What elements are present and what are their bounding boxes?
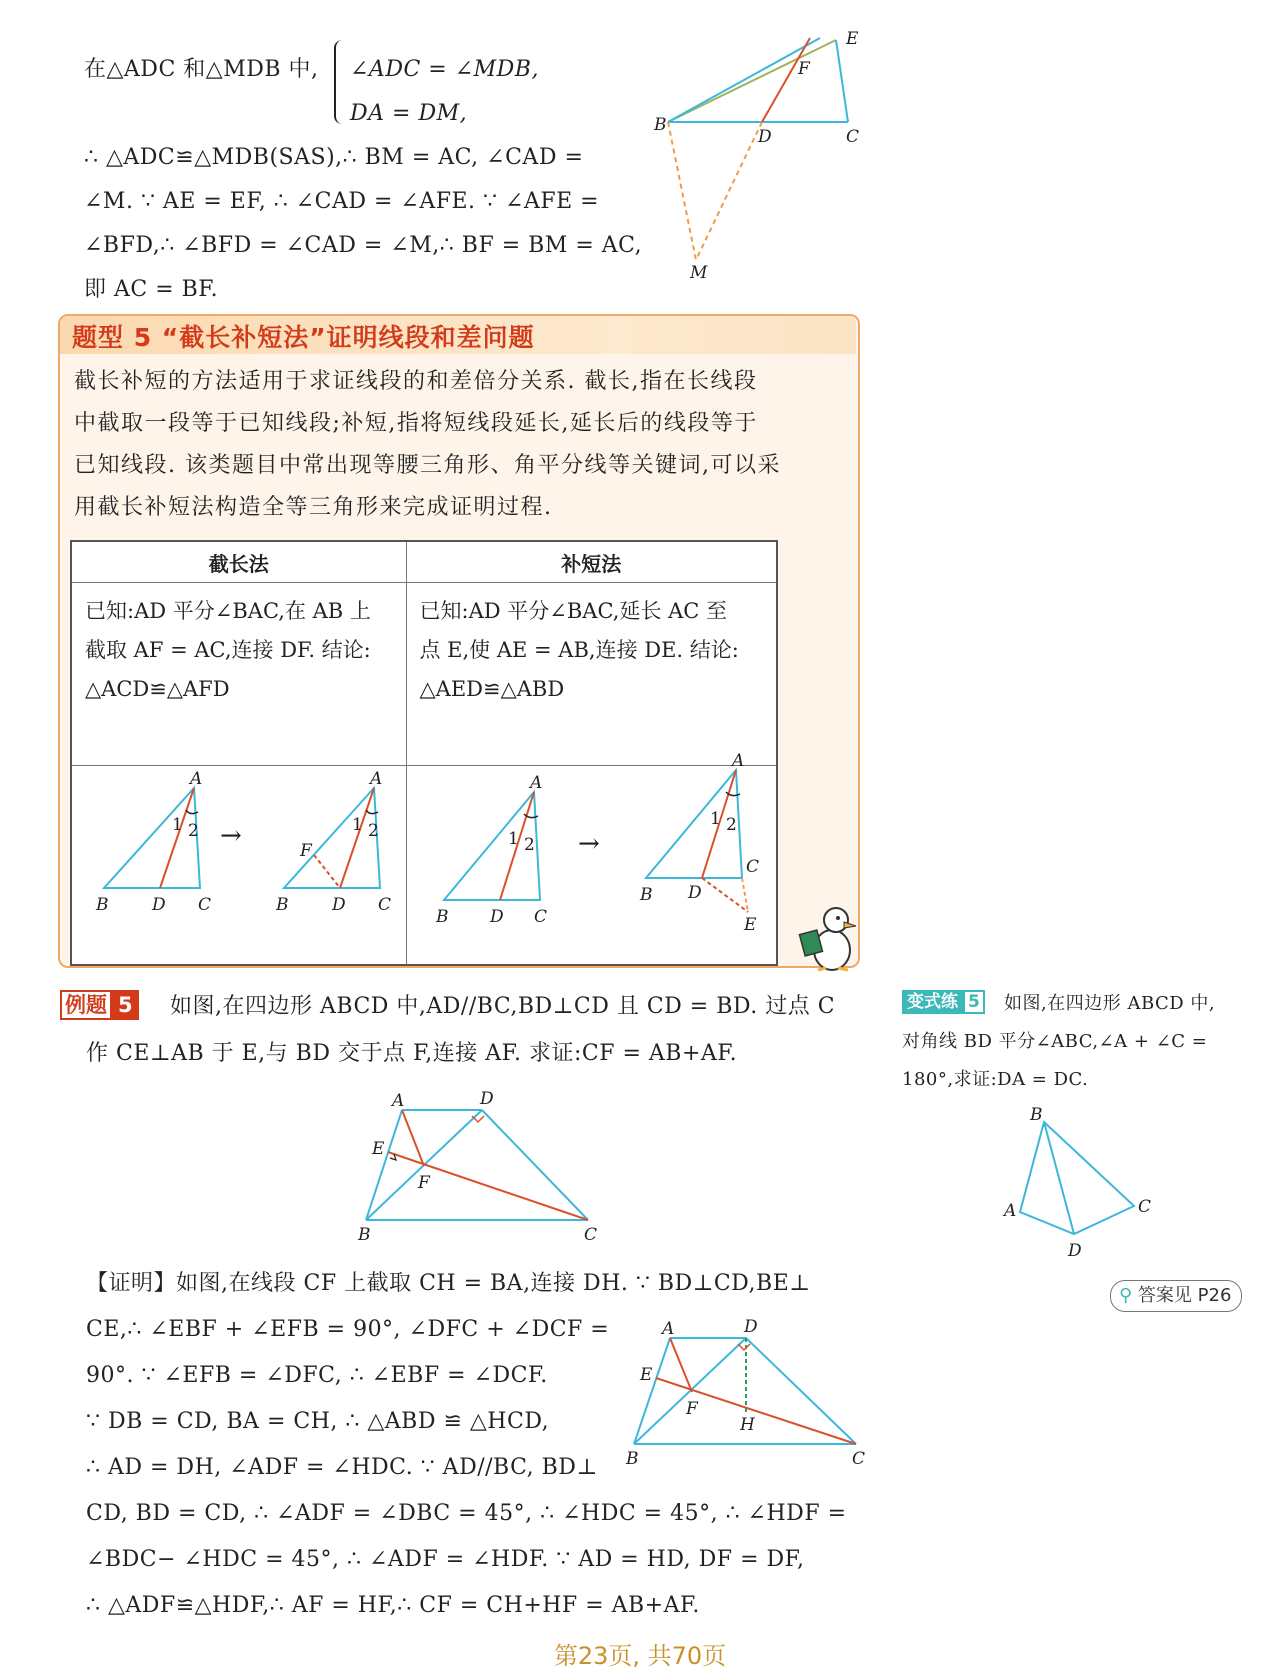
- page-footer: 第23页, 共70页: [553, 1642, 727, 1670]
- ext1-B: B: [436, 907, 449, 927]
- label-M: M: [690, 263, 708, 283]
- answer-reference[interactable]: [1110, 1280, 1242, 1312]
- proof-line-8: ∴ △ADF≌△HDF,∴ AF = HF,∴ CF = CH+HF = AB+AF.: [86, 1593, 700, 1618]
- key-icon: ⚲: [1119, 1285, 1133, 1306]
- variant-line-3: 180°,求证:DA = DC.: [902, 1069, 1089, 1090]
- ext2-E: E: [744, 915, 757, 935]
- ext2-D: D: [688, 883, 702, 903]
- example-tag-num: 5: [112, 990, 139, 1020]
- proof-line-2: CE,∴ ∠EBF + ∠EFB = 90°, ∠DFC + ∠DCF =: [86, 1317, 610, 1342]
- top-proof-line-6: 即 AC = BF.: [84, 277, 219, 302]
- variant-tag: [902, 990, 985, 1014]
- extend-fig-after: [639, 751, 759, 935]
- cut-text-3: △ACD≌△AFD: [85, 677, 230, 701]
- ext2-B: B: [640, 885, 653, 905]
- var-D: D: [1068, 1241, 1082, 1261]
- section-title: 题型 5 “截长补短法”证明线段和差问题: [72, 323, 535, 352]
- ext1-D: D: [490, 907, 504, 927]
- col-header-extend: 补短法: [406, 541, 777, 583]
- top-proof-line-4: ∠M. ∵ AE = EF, ∴ ∠CAD = ∠AFE. ∵ ∠AFE =: [84, 189, 600, 214]
- ext2-C: C: [746, 857, 760, 877]
- cut2-F: F: [300, 841, 312, 861]
- variant-line-1: 如图,在四边形 ABCD 中,: [1004, 993, 1216, 1014]
- pf-H: H: [740, 1415, 755, 1435]
- pf-F: F: [686, 1399, 698, 1419]
- proof-line-1: 【证明】如图,在线段 CF 上截取 CH = BA,连接 DH. ∵ BD⊥CD,BE⊥: [86, 1271, 811, 1296]
- cut-fig-after: [275, 769, 391, 915]
- pf-A: A: [662, 1319, 675, 1339]
- var-C: C: [1138, 1197, 1152, 1217]
- cell-extend-text: [406, 583, 777, 766]
- extend-fig-before: [435, 773, 547, 927]
- pf-E: E: [640, 1365, 653, 1385]
- cut1-1: 1: [172, 815, 183, 835]
- label-C: C: [846, 127, 860, 147]
- example-tag-word: 例题: [60, 990, 112, 1020]
- ext1-C: C: [534, 907, 548, 927]
- cut-arrow: →: [220, 821, 242, 851]
- cut2-1: 1: [352, 815, 363, 835]
- intro-line-1: 截长补短的方法适用于求证线段的和差倍分关系. 截长,指在长线段: [74, 369, 758, 394]
- cut1-2: 2: [188, 821, 199, 841]
- top-proof-cond-1: ∠ADC = ∠MDB,: [350, 57, 539, 82]
- proof-line-7: ∠BDC− ∠HDC = 45°, ∴ ∠ADF = ∠HDF. ∵ AD = HD, DF = DF,: [86, 1547, 805, 1572]
- seg-dm: [696, 122, 762, 260]
- cut1-C: C: [198, 895, 212, 915]
- pf-C: C: [852, 1449, 866, 1469]
- cut-method-figures: [90, 770, 410, 920]
- extend-text-1: 已知:AD 平分∠BAC,延长 AC 至: [419, 599, 728, 623]
- seg-ec: [836, 40, 848, 122]
- proof-line-4: ∵ DB = CD, BA = CH, ∴ △ABD ≌ △HCD,: [86, 1409, 550, 1434]
- variant-tag-num: 5: [963, 990, 985, 1014]
- cut2-B: B: [276, 895, 289, 915]
- intro-line-3: 已知线段. 该类题目中常出现等腰三角形、角平分线等关键词,可以采: [74, 453, 781, 478]
- extend-arrow: →: [578, 829, 600, 859]
- cut1-A: A: [190, 769, 203, 789]
- cut-text-2: 截取 AF = AC,连接 DF. 结论:: [85, 638, 371, 662]
- variant-figure: [996, 1104, 1166, 1264]
- seg-b-top: [668, 38, 820, 122]
- proof-figure: [622, 1317, 866, 1469]
- proof-line-5: ∴ AD = DH, ∠ADF = ∠HDC. ∵ AD//BC, BD⊥: [86, 1455, 598, 1480]
- top-proof-line-3: ∴ △ADC≌△MDB(SAS),∴ BM = AC, ∠CAD =: [84, 145, 584, 170]
- ext2-2: 2: [726, 815, 737, 835]
- intro-line-4: 用截长补短法构造全等三角形来完成证明过程.: [74, 495, 553, 520]
- ext1-2: 2: [524, 835, 535, 855]
- var-B: B: [1030, 1105, 1043, 1125]
- cut2-A: A: [370, 769, 383, 789]
- label-B: B: [654, 115, 667, 135]
- col-header-cut: 截长法: [71, 541, 406, 583]
- pf-D: D: [744, 1317, 758, 1337]
- ex-A: A: [392, 1091, 405, 1111]
- ext1-1: 1: [508, 829, 519, 849]
- top-proof-cond-2: DA = DM,: [350, 101, 468, 126]
- top-proof-line-1: 在△ADC 和△MDB 中,: [84, 57, 319, 82]
- answer-reference-text: 答案见 P26: [1137, 1285, 1232, 1306]
- proof-line-6: CD, BD = CD, ∴ ∠ADF = ∠DBC = 45°, ∴ ∠HDC = 45°, ∴ ∠HDF =: [86, 1501, 847, 1526]
- proof-line-3: 90°. ∵ ∠EFB = ∠DFC, ∴ ∠EBF = ∠DCF.: [86, 1363, 548, 1388]
- cut2-2: 2: [368, 821, 379, 841]
- cut1-B: B: [96, 895, 109, 915]
- ex-E: E: [372, 1139, 385, 1159]
- example-tag: [60, 990, 139, 1020]
- cell-cut-text: [71, 583, 406, 766]
- ex-B: B: [358, 1225, 371, 1245]
- cut1-D: D: [152, 895, 166, 915]
- seg-ad: [762, 38, 810, 122]
- brace: [334, 40, 350, 124]
- cut2-D: D: [332, 895, 346, 915]
- ex-D: D: [480, 1089, 494, 1109]
- variant-line-2: 对角线 BD 平分∠ABC,∠A + ∠C =: [902, 1031, 1208, 1052]
- variant-tag-word: 变式练: [902, 990, 963, 1014]
- example-line-2: 作 CE⊥AB 于 E,与 BD 交于点 F,连接 AF. 求证:CF = AB+AF.: [86, 1041, 738, 1066]
- cut-text-1: 已知:AD 平分∠BAC,在 AB 上: [85, 599, 371, 623]
- mascot-illustration: [796, 898, 862, 974]
- pf-B: B: [626, 1449, 639, 1469]
- ex-C: C: [584, 1225, 598, 1245]
- top-proof-line-5: ∠BFD,∴ ∠BFD = ∠CAD = ∠M,∴ BF = BM = AC,: [84, 233, 643, 258]
- extend-method-figures: [430, 751, 770, 935]
- ext2-1: 1: [710, 809, 721, 829]
- ext1-A: A: [530, 773, 543, 793]
- example-line-1: 如图,在四边形 ABCD 中,AD//BC,BD⊥CD 且 CD = BD. 过点 C: [170, 994, 836, 1019]
- var-A: A: [1004, 1201, 1017, 1221]
- label-D: D: [758, 127, 772, 147]
- ext2-A: A: [732, 751, 745, 771]
- label-F: F: [798, 59, 810, 79]
- example-figure: [352, 1089, 612, 1245]
- seg-be: [668, 40, 836, 122]
- cut2-C: C: [378, 895, 392, 915]
- extend-text-3: △AED≌△ABD: [419, 677, 565, 701]
- top-figure: [640, 29, 870, 283]
- seg-bm: [668, 122, 696, 260]
- extend-text-2: 点 E,使 AE = AB,连接 DE. 结论:: [419, 638, 739, 662]
- ex-F: F: [418, 1173, 430, 1193]
- cut-fig-before: [95, 769, 211, 915]
- intro-line-2: 中截取一段等于已知线段;补短,指将短线段延长,延长后的线段等于: [74, 411, 758, 436]
- label-E: E: [846, 29, 859, 49]
